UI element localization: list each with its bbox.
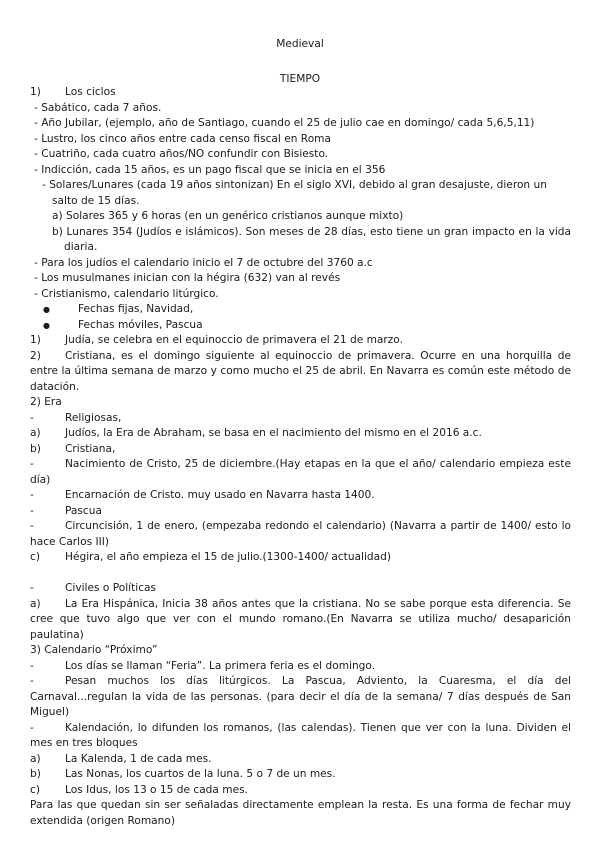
bullet-icon: ● xyxy=(43,305,50,314)
row-marker: - xyxy=(30,675,34,687)
row-text: La Era Hispánica, Inicia 38 años antes que la cristiana. No se sabe porque esta diferencia. Se cree que tuvo algo que ver con el mundo romano.(En Navarra se utiliza mucho/ desaparición paulatina) xyxy=(30,597,571,641)
row-marker: - xyxy=(30,458,34,470)
row-text: Circuncisión, 1 de enero, (empezaba redondo el calendario) (Navarra a partir de 1400/ esto lo hace Carlos III) xyxy=(30,520,571,548)
row-text: Hégira, el año empieza el 15 de julio.(1300-1400/ actualidad) xyxy=(65,551,392,563)
row-text: La Kalenda, 1 de cada mes. xyxy=(65,752,212,765)
calendario-row xyxy=(30,767,571,783)
era-row xyxy=(30,597,571,644)
row-text: Los Idus, los 13 o 15 de cada mes. xyxy=(65,783,248,796)
document-body xyxy=(30,85,571,829)
row-text: Las Nonas, los cuartos de la luna. 5 o 7 de un mes. xyxy=(65,768,336,780)
bullet-item xyxy=(30,302,571,318)
heading-number: 1) xyxy=(30,86,41,98)
era-row xyxy=(30,519,571,550)
calendario-row xyxy=(30,674,571,721)
heading-text: Los ciclos xyxy=(65,86,116,98)
era-row xyxy=(30,550,571,566)
item-text: Judía, se celebra en el equinoccio de primavera el 21 de marzo. xyxy=(65,334,403,346)
row-marker: a) xyxy=(30,752,41,765)
bullet-text: Fechas fijas, Navidad, xyxy=(78,303,194,315)
document-title: Medieval xyxy=(276,38,324,50)
row-marker: c) xyxy=(30,551,40,563)
row-marker: - xyxy=(30,411,34,424)
bullet-icon: ● xyxy=(43,320,50,330)
closing-paragraph: Para las que quedan sin ser señaladas directamente emplean la resta. Es una forma de fechar muy extendida (origen Romano) xyxy=(30,799,571,827)
row-marker: a) xyxy=(30,597,41,610)
row-marker: - xyxy=(30,721,34,734)
era-row xyxy=(30,504,571,520)
row-marker: - xyxy=(30,489,34,501)
numbered-item xyxy=(30,333,571,349)
row-marker: c) xyxy=(30,783,40,796)
bullet-item xyxy=(30,318,571,334)
bullet-text: Fechas móviles, Pascua xyxy=(78,318,203,331)
row-marker: b) xyxy=(30,442,41,455)
row-text: Civiles o Políticas xyxy=(65,582,157,594)
ciclo-item: - Cristianismo, calendario litúrgico. xyxy=(34,287,219,300)
heading-calendario: 3) Calendario “Próximo” xyxy=(30,644,158,656)
item-number: 1) xyxy=(30,334,41,346)
heading-ciclos xyxy=(30,85,571,101)
row-text: Judíos, la Era de Abraham, se basa en el nacimiento del mismo en el 2016 a.c. xyxy=(65,427,482,439)
row-text: Pascua xyxy=(65,504,102,517)
calendario-row xyxy=(30,783,571,799)
ciclo-item: - Solares/Lunares (cada 19 años sintonizan) En el siglo XVI, debido al gran desajuste, dieron un salto de 15 días. xyxy=(42,179,547,207)
row-text: Nacimiento de Cristo, 25 de diciembre.(Hay etapas en la que el año/ calendario empieza este día) xyxy=(30,458,571,486)
calendario-row xyxy=(30,659,571,675)
row-text: Religiosas, xyxy=(65,411,122,424)
row-text: Kalendación, lo difunden los romanos, (las calendas). Tienen que ver con la luna. Dividen el mes en tres bloques xyxy=(30,721,571,749)
era-row xyxy=(30,488,571,504)
row-text: Cristiana, xyxy=(65,442,116,455)
era-row xyxy=(30,426,571,442)
ciclo-item: - Sabático, cada 7 años. xyxy=(34,101,162,114)
row-text: Pesan muchos los días litúrgicos. La Pascua, Adviento, la Cuaresma, el día del Carnaval...regulan la vida de las personas. (para decir el día de la semana/ 7 días después de San Miguel) xyxy=(30,675,571,718)
item-text: Cristiana, es el domingo siguiente al equinoccio de primavera. Ocurre en una horquilla de entre la última semana de marzo y como mucho el 25 de abril. En Navarra es común este método de datación. xyxy=(30,349,571,393)
row-marker: - xyxy=(30,582,34,594)
era-row xyxy=(30,457,571,488)
row-marker: b) xyxy=(30,768,41,780)
calendario-row xyxy=(30,721,571,752)
ciclo-item: - Indicción, cada 15 años, es un pago fiscal que se inicia en el 356 xyxy=(34,163,386,176)
numbered-item xyxy=(30,349,571,396)
section-title: TIEMPO xyxy=(279,73,321,85)
row-marker: - xyxy=(30,520,34,532)
spacer xyxy=(30,566,571,582)
ciclo-item: - Año Jubilar, (ejemplo, año de Santiago, cuando el 25 de julio cae en domingo/ cada 5,6,5,11) xyxy=(34,117,535,129)
ciclo-item: - Para los judíos el calendario inicio el 7 de octubre del 3760 a.c xyxy=(34,256,373,269)
row-text: Encarnación de Cristo. muy usado en Navarra hasta 1400. xyxy=(65,489,375,501)
ciclo-item: - Cuatriño, cada cuatro años/NO confundir con Bisiesto. xyxy=(34,148,329,160)
ciclo-sub-item: b) Lunares 354 (Judíos e islámicos). Son meses de 28 días, esto tiene un gran impacto en la vida diaria. xyxy=(52,225,571,253)
row-marker: - xyxy=(30,659,34,672)
row-marker: a) xyxy=(30,427,41,439)
row-marker: - xyxy=(30,504,34,517)
row-text: Los días se llaman “Feria”. La primera feria es el domingo. xyxy=(65,659,376,672)
item-number: 2) xyxy=(30,349,41,362)
ciclo-sub-item: a) Solares 365 y 6 horas (en un genérico cristianos aunque mixto) xyxy=(52,210,404,222)
era-row xyxy=(30,581,571,597)
calendario-row xyxy=(30,752,571,768)
ciclo-item: - Lustro, los cinco años entre cada censo fiscal en Roma xyxy=(34,132,331,145)
ciclo-item: - Los musulmanes inician con la hégira (632) van al revés xyxy=(34,272,341,284)
era-row xyxy=(30,411,571,427)
era-row xyxy=(30,442,571,458)
heading-era: 2) Era xyxy=(30,396,62,408)
